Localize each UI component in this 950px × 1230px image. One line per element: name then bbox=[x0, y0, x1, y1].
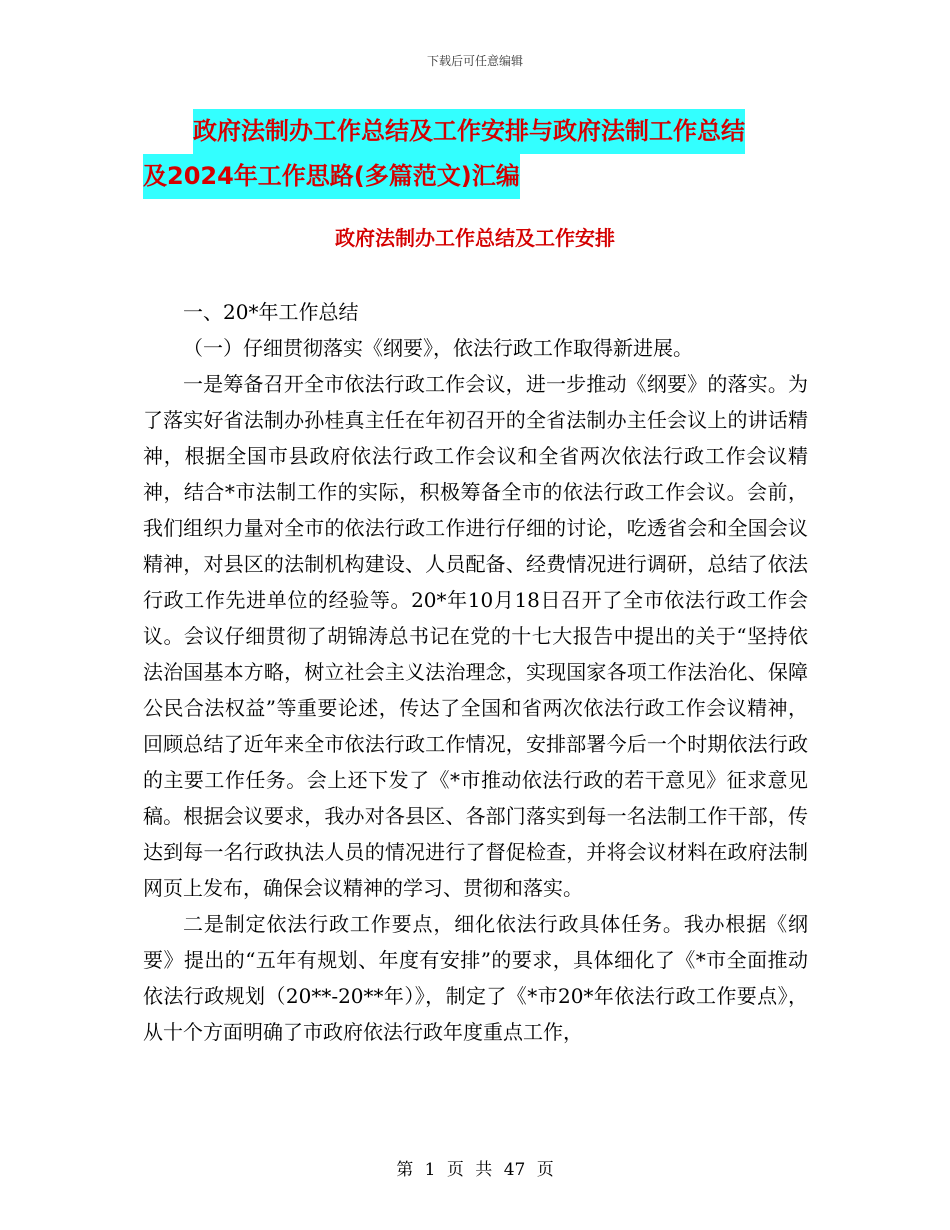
document-title-line-1: 政府法制办工作总结及工作安排与政府法制工作总结 bbox=[193, 109, 745, 154]
body-text bbox=[143, 294, 808, 1050]
body-paragraph-heading: 一、20*年工作总结 bbox=[183, 300, 359, 324]
section-title: 政府法制办工作总结及工作安排 bbox=[335, 226, 615, 250]
body-paragraph: 二是制定依法行政工作要点，细化依法行政具体任务。我办根据《纲要》提出的“五年有规划、年度有安排”的要求，具体细化了《*市全面推动依法行政规划（20**-20**年）》，制定了《*市20*年依法行政工作要点》，从十个方面明确了市政府依法行政年度重点工作， bbox=[143, 912, 808, 1044]
document-title bbox=[143, 109, 808, 199]
body-paragraph-subheading: （一）仔细贯彻落实《纲要》，依法行政工作取得新进展。 bbox=[183, 336, 693, 360]
page-number: 第 1 页 共 47 页 bbox=[396, 1160, 554, 1180]
page-header-note: 下载后可任意编辑 bbox=[426, 54, 523, 68]
body-paragraph: 一是筹备召开全市依法行政工作会议，进一步推动《纲要》的落实。为了落实好省法制办孙桂真主任在年初召开的全省法制办主任会议上的讲话精神，根据全国市县政府依法行政工作会议和全省两次依法行政工作会议精神，结合*市法制工作的实际，积极筹备全市的依法行政工作会议。会前，我们组织力量对全市的依法行政工作进行仔细的讨论，吃透省会和全国会议精神，对县区的法制机构建设、人员配备、经费情况进行调研，总结了依法行政工作先进单位的经验等。20*年10月18日召开了全市依法行政工作会议。会议仔细贯彻了胡锦涛总书记在党的十七大报告中提出的关于“坚持依法治国基本方略，树立社会主义法治理念，实现国家各项工作法治化、保障公民合法权益”等重要论述，传达了全国和省两次依法行政工作会议精神，回顾总结了近年来全市依法行政工作情况，安排部署今后一个时期依法行政的主要工作任务。会上还下发了《*市推动依法行政的若干意见》征求意见稿。根据会议要求，我办对各县区、各部门落实到每一名法制工作干部，传达到每一名行政执法人员的情况进行了督促检查，并将会议材料在政府法制网页上发布，确保会议精神的学习、贯彻和落实。 bbox=[143, 372, 808, 900]
document-title-line-2: 及2024年工作思路(多篇范文)汇编 bbox=[143, 154, 520, 199]
